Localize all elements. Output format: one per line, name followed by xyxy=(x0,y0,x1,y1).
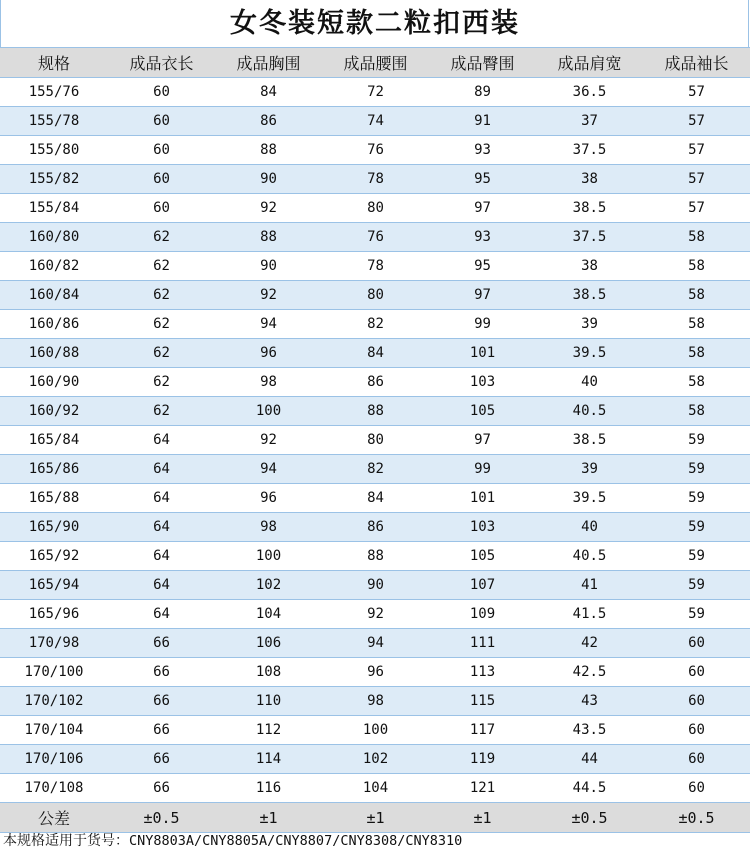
table-row xyxy=(0,339,750,368)
measurement-cell: 60 xyxy=(643,687,750,716)
table-row xyxy=(0,252,750,281)
measurement-cell: 60 xyxy=(643,716,750,745)
table-row xyxy=(0,658,750,687)
measurement-cell: 82 xyxy=(322,310,429,339)
measurement-cell: 82 xyxy=(322,455,429,484)
measurement-cell: 36.5 xyxy=(536,78,643,107)
measurement-cell: 66 xyxy=(108,745,215,774)
tolerance-cell: ±0.5 xyxy=(536,803,643,833)
measurement-cell: 62 xyxy=(108,397,215,426)
tolerance-cell: ±0.5 xyxy=(108,803,215,833)
measurement-cell: 89 xyxy=(429,78,536,107)
measurement-cell: 101 xyxy=(429,484,536,513)
table-row xyxy=(0,194,750,223)
measurement-cell: 58 xyxy=(643,223,750,252)
measurement-cell: 37.5 xyxy=(536,136,643,165)
measurement-cell: 38.5 xyxy=(536,194,643,223)
measurement-cell: 40.5 xyxy=(536,542,643,571)
table-row xyxy=(0,455,750,484)
size-cell: 170/106 xyxy=(0,745,108,774)
page-title: 女冬装短款二粒扣西装 xyxy=(230,8,520,39)
size-cell: 160/82 xyxy=(0,252,108,281)
measurement-cell: 59 xyxy=(643,542,750,571)
header-row xyxy=(0,48,750,78)
table-row xyxy=(0,368,750,397)
measurement-cell: 105 xyxy=(429,397,536,426)
measurement-cell: 95 xyxy=(429,165,536,194)
measurement-cell: 64 xyxy=(108,513,215,542)
measurement-cell: 59 xyxy=(643,455,750,484)
measurement-cell: 101 xyxy=(429,339,536,368)
measurement-cell: 59 xyxy=(643,600,750,629)
measurement-cell: 57 xyxy=(643,78,750,107)
size-cell: 155/80 xyxy=(0,136,108,165)
size-cell: 170/102 xyxy=(0,687,108,716)
measurement-cell: 60 xyxy=(108,194,215,223)
measurement-cell: 109 xyxy=(429,600,536,629)
table-row xyxy=(0,600,750,629)
size-cell: 165/92 xyxy=(0,542,108,571)
column-header: 成品肩宽 xyxy=(536,48,643,78)
measurement-cell: 57 xyxy=(643,194,750,223)
size-cell: 160/80 xyxy=(0,223,108,252)
size-cell: 160/92 xyxy=(0,397,108,426)
tolerance-label: 公差 xyxy=(0,803,108,833)
measurement-cell: 84 xyxy=(215,78,322,107)
measurement-cell: 62 xyxy=(108,310,215,339)
measurement-cell: 84 xyxy=(322,484,429,513)
size-cell: 155/78 xyxy=(0,107,108,136)
table-row xyxy=(0,281,750,310)
measurement-cell: 60 xyxy=(643,629,750,658)
measurement-cell: 102 xyxy=(215,571,322,600)
size-cell: 165/86 xyxy=(0,455,108,484)
measurement-cell: 40.5 xyxy=(536,397,643,426)
measurement-cell: 38 xyxy=(536,252,643,281)
measurement-cell: 57 xyxy=(643,107,750,136)
table-row xyxy=(0,165,750,194)
measurement-cell: 107 xyxy=(429,571,536,600)
measurement-cell: 38.5 xyxy=(536,281,643,310)
size-cell: 155/82 xyxy=(0,165,108,194)
measurement-cell: 62 xyxy=(108,281,215,310)
measurement-cell: 40 xyxy=(536,513,643,542)
measurement-cell: 38.5 xyxy=(536,426,643,455)
measurement-cell: 57 xyxy=(643,165,750,194)
measurement-cell: 114 xyxy=(215,745,322,774)
footnote xyxy=(3,829,462,853)
measurement-cell: 94 xyxy=(215,310,322,339)
measurement-cell: 90 xyxy=(322,571,429,600)
footnote-label: 本规格适用于货号： xyxy=(3,833,129,849)
table-row xyxy=(0,484,750,513)
measurement-cell: 60 xyxy=(108,78,215,107)
size-cell: 160/90 xyxy=(0,368,108,397)
measurement-cell: 44 xyxy=(536,745,643,774)
size-cell: 170/108 xyxy=(0,774,108,803)
measurement-cell: 64 xyxy=(108,484,215,513)
measurement-cell: 99 xyxy=(429,310,536,339)
measurement-cell: 66 xyxy=(108,774,215,803)
measurement-cell: 84 xyxy=(322,339,429,368)
measurement-cell: 37.5 xyxy=(536,223,643,252)
measurement-cell: 103 xyxy=(429,368,536,397)
measurement-cell: 66 xyxy=(108,716,215,745)
measurement-cell: 98 xyxy=(215,368,322,397)
measurement-cell: 40 xyxy=(536,368,643,397)
measurement-cell: 104 xyxy=(322,774,429,803)
measurement-cell: 113 xyxy=(429,658,536,687)
size-cell: 170/98 xyxy=(0,629,108,658)
measurement-cell: 96 xyxy=(215,484,322,513)
tolerance-cell: ±0.5 xyxy=(643,803,750,833)
table-row xyxy=(0,223,750,252)
measurement-cell: 90 xyxy=(215,252,322,281)
column-header: 成品腰围 xyxy=(322,48,429,78)
measurement-cell: 41.5 xyxy=(536,600,643,629)
size-cell: 160/88 xyxy=(0,339,108,368)
measurement-cell: 64 xyxy=(108,600,215,629)
measurement-cell: 59 xyxy=(643,426,750,455)
measurement-cell: 86 xyxy=(322,368,429,397)
tolerance-cell: ±1 xyxy=(429,803,536,833)
measurement-cell: 59 xyxy=(643,513,750,542)
measurement-cell: 64 xyxy=(108,455,215,484)
measurement-cell: 92 xyxy=(215,426,322,455)
table-row xyxy=(0,542,750,571)
measurement-cell: 42 xyxy=(536,629,643,658)
table-row xyxy=(0,571,750,600)
measurement-cell: 86 xyxy=(322,513,429,542)
column-header: 成品臀围 xyxy=(429,48,536,78)
size-cell: 160/86 xyxy=(0,310,108,339)
measurement-cell: 43.5 xyxy=(536,716,643,745)
measurement-cell: 90 xyxy=(215,165,322,194)
measurement-cell: 59 xyxy=(643,484,750,513)
measurement-cell: 64 xyxy=(108,542,215,571)
measurement-cell: 121 xyxy=(429,774,536,803)
measurement-cell: 111 xyxy=(429,629,536,658)
measurement-cell: 92 xyxy=(215,194,322,223)
measurement-cell: 100 xyxy=(322,716,429,745)
measurement-cell: 39 xyxy=(536,455,643,484)
table-row xyxy=(0,745,750,774)
measurement-cell: 116 xyxy=(215,774,322,803)
size-cell: 165/90 xyxy=(0,513,108,542)
size-cell: 170/100 xyxy=(0,658,108,687)
measurement-cell: 88 xyxy=(215,136,322,165)
measurement-cell: 58 xyxy=(643,368,750,397)
measurement-cell: 102 xyxy=(322,745,429,774)
measurement-cell: 91 xyxy=(429,107,536,136)
measurement-cell: 62 xyxy=(108,339,215,368)
measurement-cell: 80 xyxy=(322,194,429,223)
measurement-cell: 60 xyxy=(108,107,215,136)
measurement-cell: 94 xyxy=(322,629,429,658)
measurement-cell: 88 xyxy=(215,223,322,252)
measurement-cell: 74 xyxy=(322,107,429,136)
measurement-cell: 66 xyxy=(108,687,215,716)
tolerance-cell: ±1 xyxy=(322,803,429,833)
measurement-cell: 62 xyxy=(108,368,215,397)
measurement-cell: 76 xyxy=(322,136,429,165)
size-cell: 165/94 xyxy=(0,571,108,600)
measurement-cell: 92 xyxy=(215,281,322,310)
measurement-cell: 96 xyxy=(322,658,429,687)
measurement-cell: 78 xyxy=(322,165,429,194)
measurement-cell: 64 xyxy=(108,571,215,600)
tolerance-cell: ±1 xyxy=(215,803,322,833)
measurement-cell: 43 xyxy=(536,687,643,716)
table-row xyxy=(0,426,750,455)
measurement-cell: 62 xyxy=(108,223,215,252)
measurement-cell: 66 xyxy=(108,658,215,687)
table-row xyxy=(0,513,750,542)
size-cell: 165/88 xyxy=(0,484,108,513)
measurement-cell: 100 xyxy=(215,542,322,571)
measurement-cell: 108 xyxy=(215,658,322,687)
measurement-cell: 80 xyxy=(322,281,429,310)
measurement-cell: 119 xyxy=(429,745,536,774)
table-row xyxy=(0,107,750,136)
measurement-cell: 105 xyxy=(429,542,536,571)
measurement-cell: 60 xyxy=(643,658,750,687)
size-cell: 160/84 xyxy=(0,281,108,310)
table-row xyxy=(0,310,750,339)
measurement-cell: 60 xyxy=(108,136,215,165)
measurement-cell: 78 xyxy=(322,252,429,281)
column-header: 成品衣长 xyxy=(108,48,215,78)
measurement-cell: 98 xyxy=(322,687,429,716)
measurement-cell: 99 xyxy=(429,455,536,484)
column-header: 成品袖长 xyxy=(643,48,750,78)
size-cell: 165/84 xyxy=(0,426,108,455)
measurement-cell: 93 xyxy=(429,223,536,252)
measurement-cell: 86 xyxy=(215,107,322,136)
tolerance-row xyxy=(0,803,750,833)
measurement-cell: 60 xyxy=(108,165,215,194)
measurement-cell: 72 xyxy=(322,78,429,107)
measurement-cell: 62 xyxy=(108,252,215,281)
size-cell: 170/104 xyxy=(0,716,108,745)
measurement-cell: 66 xyxy=(108,629,215,658)
footnote-item-codes: CNY8803A/CNY8805A/CNY8807/CNY8308/CNY8310 xyxy=(129,833,463,849)
measurement-cell: 92 xyxy=(322,600,429,629)
measurement-cell: 60 xyxy=(643,774,750,803)
measurement-cell: 60 xyxy=(643,745,750,774)
measurement-cell: 58 xyxy=(643,397,750,426)
measurement-cell: 97 xyxy=(429,281,536,310)
measurement-cell: 59 xyxy=(643,571,750,600)
measurement-cell: 115 xyxy=(429,687,536,716)
table-body xyxy=(0,78,750,803)
measurement-cell: 97 xyxy=(429,194,536,223)
table-row xyxy=(0,629,750,658)
table-row xyxy=(0,716,750,745)
measurement-cell: 58 xyxy=(643,252,750,281)
measurement-cell: 58 xyxy=(643,281,750,310)
table-row xyxy=(0,78,750,107)
measurement-cell: 104 xyxy=(215,600,322,629)
measurement-cell: 112 xyxy=(215,716,322,745)
measurement-cell: 64 xyxy=(108,426,215,455)
column-header: 成品胸围 xyxy=(215,48,322,78)
size-cell: 155/76 xyxy=(0,78,108,107)
measurement-cell: 94 xyxy=(215,455,322,484)
table-row xyxy=(0,774,750,803)
size-chart-table xyxy=(0,47,750,833)
measurement-cell: 37 xyxy=(536,107,643,136)
measurement-cell: 39.5 xyxy=(536,484,643,513)
measurement-cell: 117 xyxy=(429,716,536,745)
measurement-cell: 95 xyxy=(429,252,536,281)
measurement-cell: 42.5 xyxy=(536,658,643,687)
measurement-cell: 44.5 xyxy=(536,774,643,803)
measurement-cell: 93 xyxy=(429,136,536,165)
table-row xyxy=(0,687,750,716)
size-cell: 165/96 xyxy=(0,600,108,629)
measurement-cell: 58 xyxy=(643,310,750,339)
measurement-cell: 97 xyxy=(429,426,536,455)
measurement-cell: 80 xyxy=(322,426,429,455)
measurement-cell: 58 xyxy=(643,339,750,368)
table-row xyxy=(0,397,750,426)
measurement-cell: 100 xyxy=(215,397,322,426)
column-header: 规格 xyxy=(0,48,108,78)
measurement-cell: 110 xyxy=(215,687,322,716)
measurement-cell: 103 xyxy=(429,513,536,542)
measurement-cell: 88 xyxy=(322,397,429,426)
measurement-cell: 98 xyxy=(215,513,322,542)
size-cell: 155/84 xyxy=(0,194,108,223)
measurement-cell: 39.5 xyxy=(536,339,643,368)
table-row xyxy=(0,136,750,165)
measurement-cell: 57 xyxy=(643,136,750,165)
measurement-cell: 39 xyxy=(536,310,643,339)
measurement-cell: 88 xyxy=(322,542,429,571)
measurement-cell: 76 xyxy=(322,223,429,252)
measurement-cell: 41 xyxy=(536,571,643,600)
measurement-cell: 96 xyxy=(215,339,322,368)
measurement-cell: 106 xyxy=(215,629,322,658)
measurement-cell: 38 xyxy=(536,165,643,194)
